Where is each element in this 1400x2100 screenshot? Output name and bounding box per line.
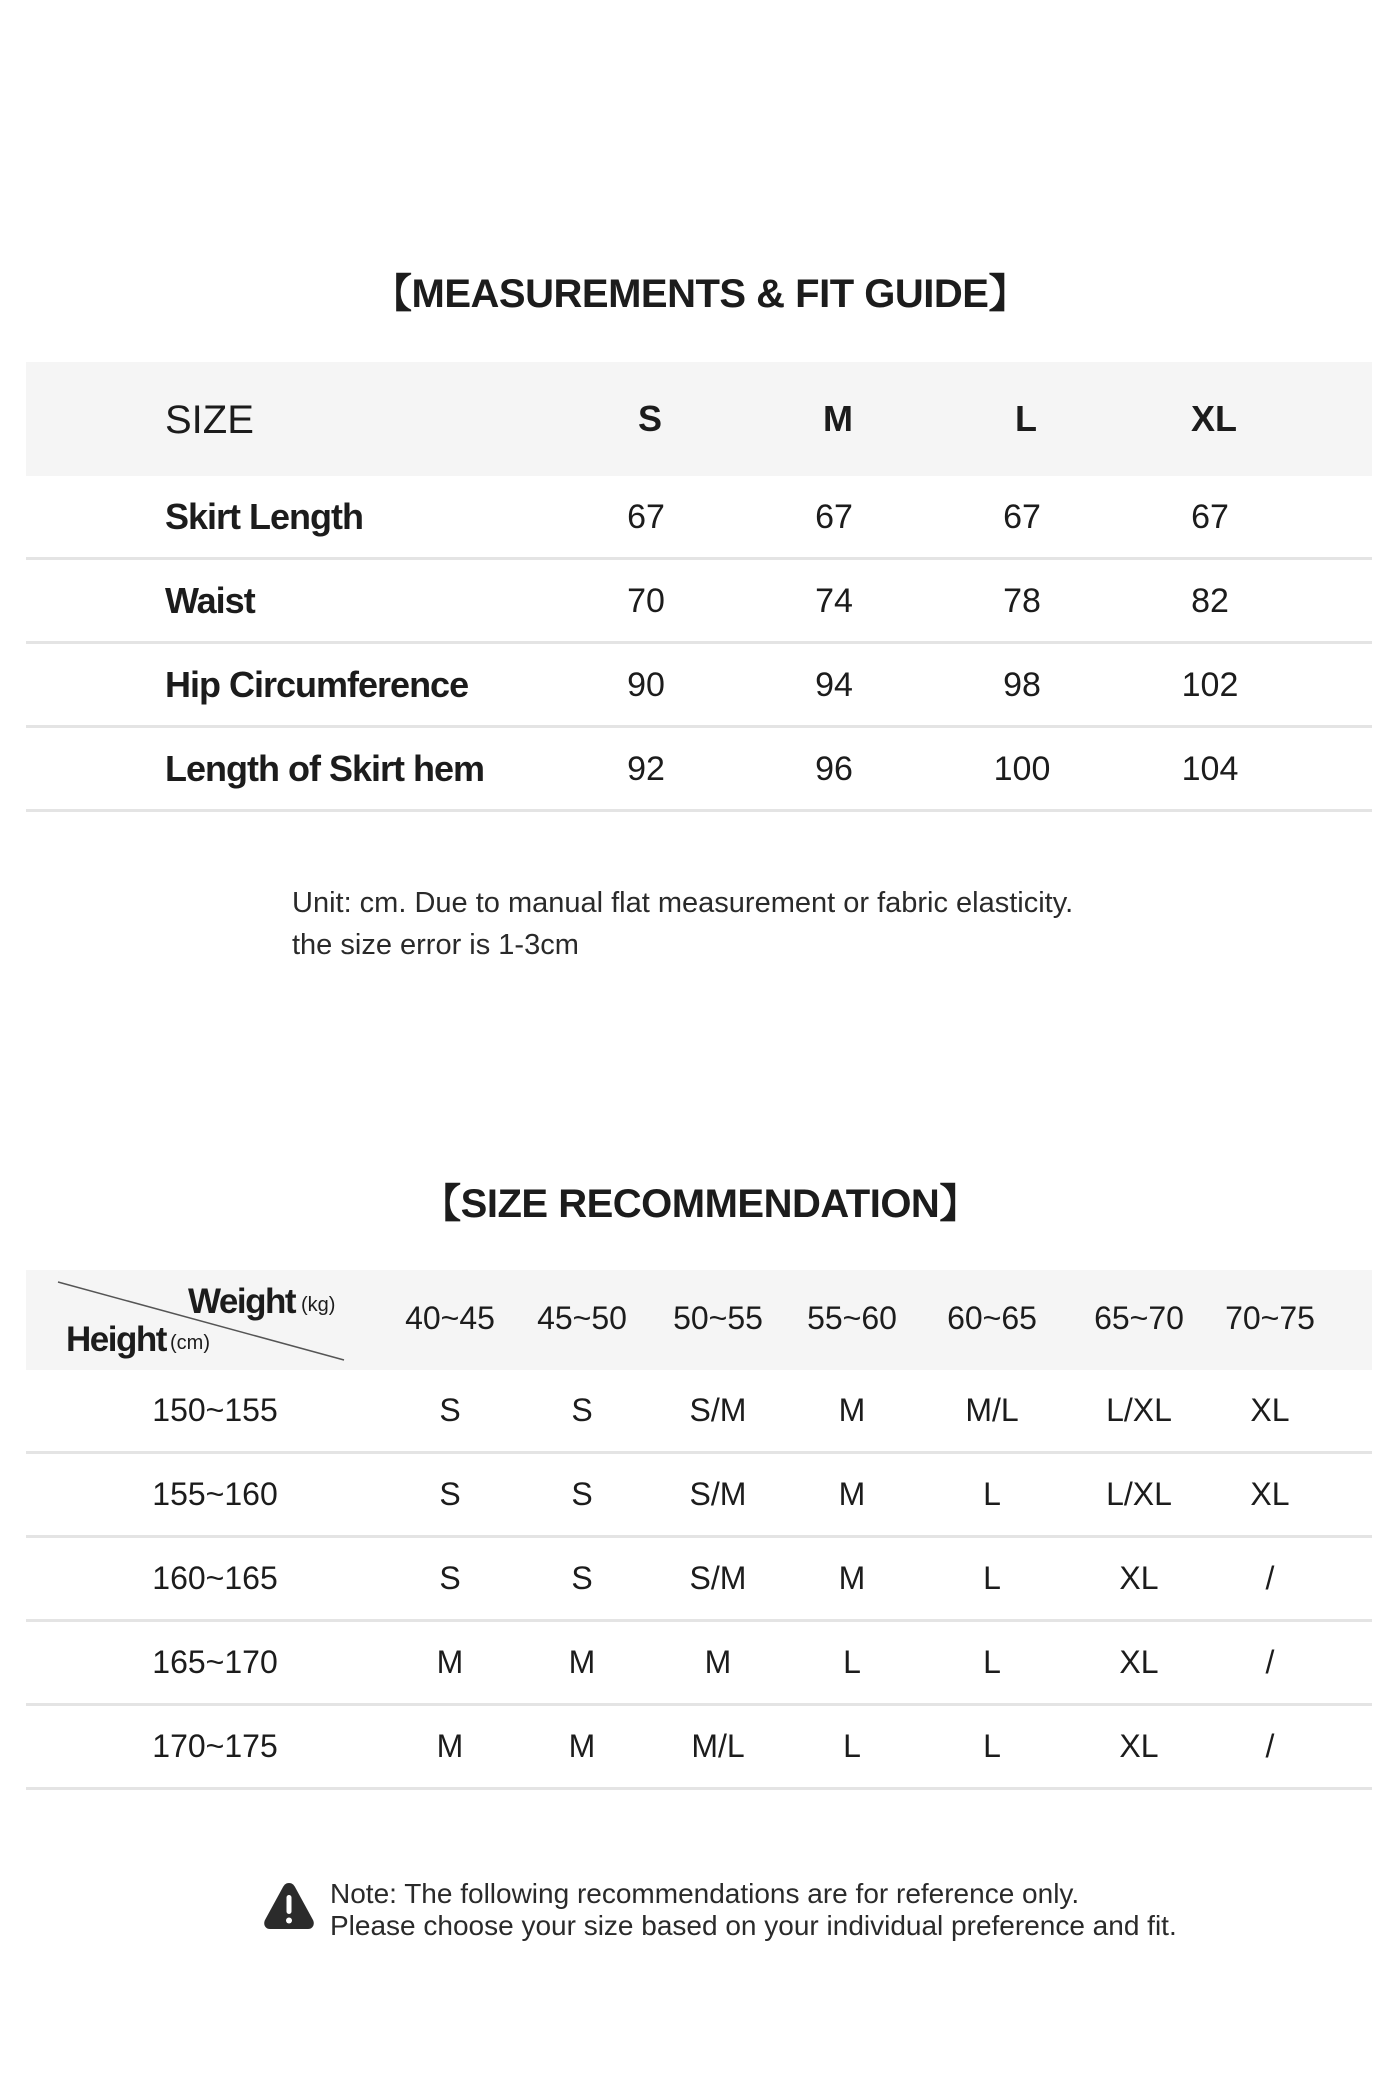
height-range: 160~165: [152, 1560, 278, 1596]
cell-value: 70: [627, 582, 665, 620]
cell-value: 67: [1191, 498, 1229, 536]
row-label: Hip Circumference: [165, 664, 469, 705]
size-cell: M: [436, 1728, 464, 1764]
recommendation-header-row: [26, 1270, 1372, 1370]
size-cell: XL: [1119, 1560, 1159, 1596]
size-cell: M/L: [965, 1392, 1019, 1428]
measurement-note-line: the size error is 1-3cm: [292, 929, 579, 961]
header-corner-cell: [26, 1270, 356, 1370]
size-cell: L: [843, 1644, 861, 1680]
measurement-note: [292, 882, 1073, 966]
size-cell: S: [571, 1476, 593, 1512]
table-row: [26, 1622, 1372, 1706]
size-cell: S: [439, 1476, 461, 1512]
size-cell: S/M: [689, 1392, 747, 1428]
cell-value: 67: [815, 498, 853, 536]
size-cell: XL: [1250, 1476, 1290, 1512]
recommendation-table: [26, 1270, 1372, 1790]
size-cell: /: [1265, 1728, 1275, 1764]
height-unit: (cm): [170, 1332, 210, 1354]
height-range: 150~155: [152, 1392, 278, 1428]
row-label: Waist: [165, 580, 255, 621]
measurements-header-row: [26, 362, 1372, 476]
size-cell: M: [838, 1476, 866, 1512]
row-label: Length of Skirt hem: [165, 748, 485, 789]
table-row: [26, 1706, 1372, 1790]
cell-value: 78: [1003, 582, 1041, 620]
size-cell: M: [704, 1644, 732, 1680]
height-range: 165~170: [152, 1644, 278, 1680]
recommendation-title: 【SIZE RECOMMENDATION】: [421, 1182, 979, 1226]
weight-header: 45~50: [537, 1300, 627, 1336]
cell-value: 82: [1191, 582, 1229, 620]
weight-header: 65~70: [1094, 1300, 1184, 1336]
size-cell: S: [571, 1560, 593, 1596]
size-cell: L: [983, 1560, 1001, 1596]
height-range: 155~160: [152, 1476, 278, 1512]
size-cell: XL: [1250, 1392, 1290, 1428]
table-row: [26, 1370, 1372, 1454]
weight-unit: (kg): [301, 1294, 336, 1316]
warning-icon: [262, 1880, 316, 1932]
size-cell: M: [838, 1560, 866, 1596]
recommendation-note-line: Note: The following recommendations are for reference only.: [330, 1878, 1080, 1909]
cell-value: 94: [815, 666, 853, 704]
size-cell: L: [983, 1728, 1001, 1764]
row-label: Skirt Length: [165, 496, 364, 537]
height-range: 170~175: [152, 1728, 278, 1764]
size-cell: M: [838, 1392, 866, 1428]
size-cell: /: [1265, 1560, 1275, 1596]
recommendation-note-text: [330, 1878, 1177, 1942]
table-row: [26, 728, 1372, 812]
weight-header: 55~60: [807, 1300, 897, 1336]
size-cell: S/M: [689, 1560, 747, 1596]
table-row: [26, 644, 1372, 728]
measurements-table: [26, 362, 1372, 812]
size-cell: S: [439, 1560, 461, 1596]
cell-value: 104: [1181, 750, 1239, 788]
cell-value: 100: [993, 750, 1051, 788]
cell-value: 96: [815, 750, 853, 788]
size-cell: XL: [1119, 1644, 1159, 1680]
table-row: [26, 560, 1372, 644]
height-label: Height: [66, 1320, 166, 1359]
cell-value: 67: [1003, 498, 1041, 536]
measurement-note-line: Unit: cm. Due to manual flat measurement or fabric elasticity.: [292, 887, 1074, 919]
recommendation-note-line: Please choose your size based on your individual preference and fit.: [330, 1910, 1177, 1941]
size-cell: /: [1265, 1644, 1275, 1680]
weight-header: 60~65: [947, 1300, 1037, 1336]
size-header-xl: XL: [1190, 398, 1237, 439]
size-header-m: M: [823, 398, 853, 439]
size-cell: XL: [1119, 1728, 1159, 1764]
size-cell: L: [983, 1644, 1001, 1680]
size-header-label: SIZE: [165, 398, 254, 442]
weight-label: Weight: [188, 1282, 296, 1321]
size-cell: S/M: [689, 1476, 747, 1512]
size-cell: L/XL: [1106, 1476, 1172, 1512]
size-header-l: L: [1015, 398, 1037, 439]
size-cell: L: [983, 1476, 1001, 1512]
weight-header: 50~55: [673, 1300, 763, 1336]
weight-header: 70~75: [1225, 1300, 1315, 1336]
size-cell: L/XL: [1106, 1392, 1172, 1428]
table-row: [26, 476, 1372, 560]
cell-value: 92: [627, 750, 665, 788]
size-cell: M: [568, 1728, 596, 1764]
table-row: [26, 1538, 1372, 1622]
table-row: [26, 1454, 1372, 1538]
cell-value: 67: [627, 498, 665, 536]
cell-value: 90: [627, 666, 665, 704]
size-cell: M: [436, 1644, 464, 1680]
cell-value: 102: [1181, 666, 1239, 704]
cell-value: 74: [815, 582, 853, 620]
size-cell: S: [571, 1392, 593, 1428]
size-cell: S: [439, 1392, 461, 1428]
size-cell: L: [843, 1728, 861, 1764]
size-cell: M: [568, 1644, 596, 1680]
cell-value: 98: [1003, 666, 1041, 704]
weight-header: 40~45: [405, 1300, 495, 1336]
size-header-s: S: [637, 398, 662, 439]
measurements-title: 【MEASUREMENTS & FIT GUIDE】: [372, 272, 1028, 316]
size-cell: M/L: [691, 1728, 745, 1764]
